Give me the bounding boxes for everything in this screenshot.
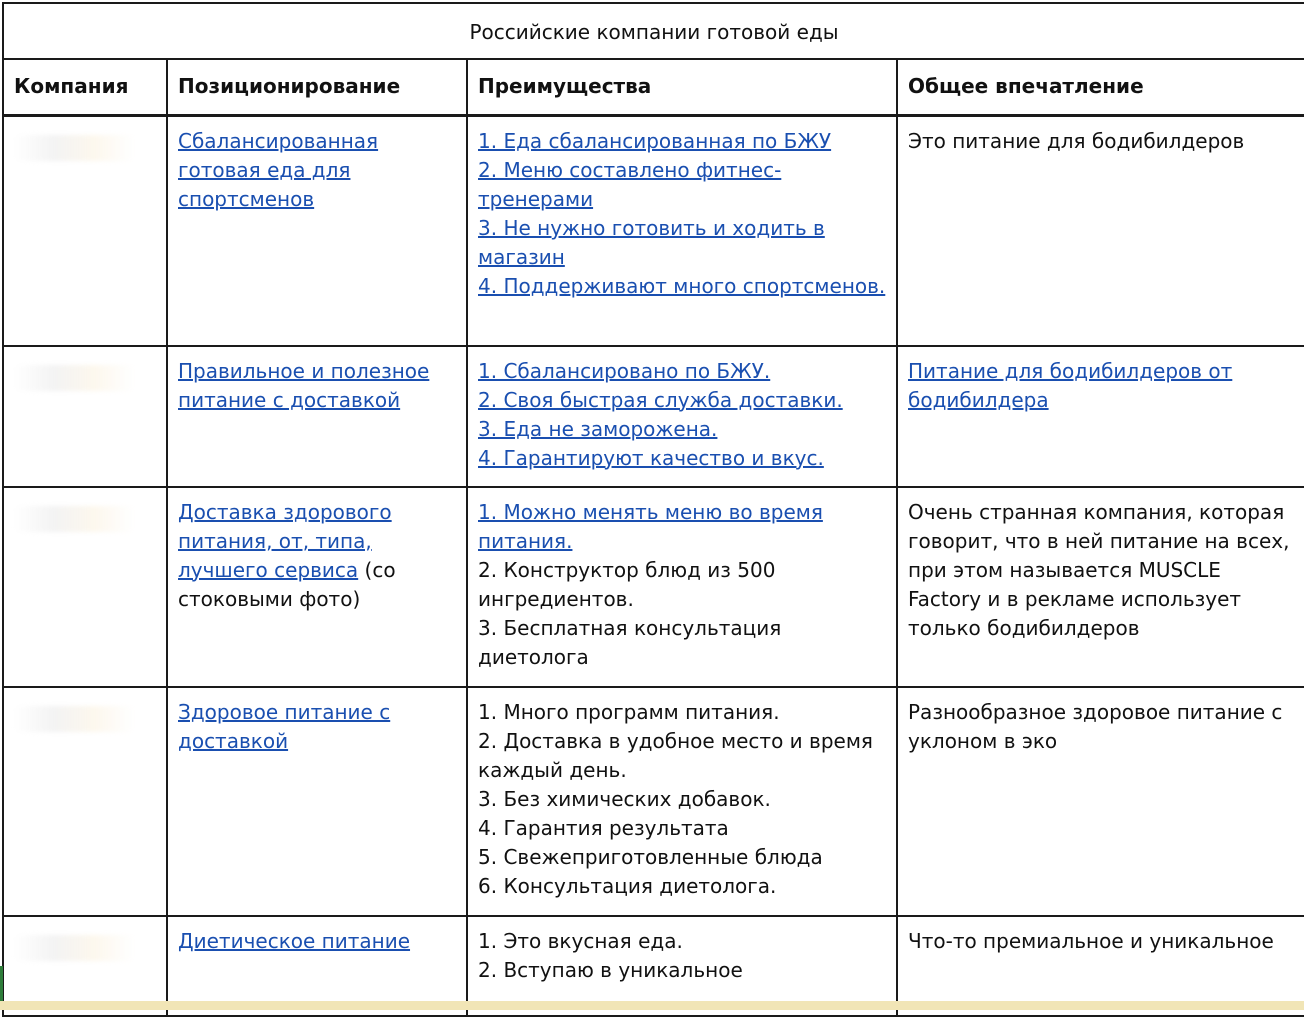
positioning-link[interactable]: Здоровое питание с доставкой [178,699,391,753]
advantage-link[interactable]: 3. Еда не заморожена. [478,416,718,441]
advantages-cell [467,487,897,687]
advantages-cell [467,116,897,346]
header-impression: Общее впечатление [897,59,1304,116]
advantage-link[interactable]: 1. Сбалансировано по БЖУ. [478,358,771,383]
header-company: Компания [3,59,167,116]
table-row [3,487,1304,687]
advantage-link[interactable]: 1. Еда сбалансированная по БЖУ [478,129,832,153]
advantage-text: 5. Свежеприготовленные блюда [478,844,823,869]
positioning-cell [167,487,467,687]
advantage-link[interactable]: 2. Своя быстрая служба доставки. [478,387,843,412]
advantage-text: 6. Консультация диетолога. [478,873,777,898]
advantage-link[interactable]: 2. Меню составлено фитнес-тренерами [478,158,782,211]
impression-cell: Очень странная компания, которая говорит, что в ней питание на всех, при этом называется MUSCLE Factory и в рекламе использует только бодибилдеров [897,487,1304,687]
positioning-link[interactable]: Правильное и полезное питание с доставкой [178,358,430,412]
company-logo [14,935,134,961]
impression-cell: Что-то премиальное и уникальное [897,916,1304,1016]
advantage-link[interactable]: 1. Можно менять меню во время питания. [478,499,823,553]
advantage-text: 3. Без химических добавок. [478,786,771,811]
advantage-link[interactable]: 4. Поддерживают много спортсменов. [478,274,886,298]
positioning-cell [167,346,467,487]
table-title: Российские компании готовой еды [3,3,1304,59]
positioning-link[interactable]: Диетическое питание [178,928,411,953]
company-logo [14,706,134,732]
positioning-note: (со стоковыми фото) [178,557,396,611]
advantages-cell [467,687,897,916]
positioning-link[interactable]: Доставка здорового питания, от, типа, лучшего сервиса [178,499,392,582]
company-logo-cell [3,116,167,346]
left-accent-bar [0,966,3,1002]
impression-cell: Разнообразное здоровое питание с уклоном в эко [897,687,1304,916]
positioning-cell [167,116,467,346]
company-logo [14,506,134,532]
impression-cell: Это питание для бодибилдеров [897,116,1304,346]
table-row [3,346,1304,487]
header-row [3,59,1304,116]
table-row [3,687,1304,916]
header-positioning: Позиционирование [167,59,467,116]
advantage-text: 4. Гарантия результата [478,815,729,840]
advantage-text: 2. Доставка в удобное место и время каждый день. [478,728,873,782]
advantage-link[interactable]: 4. Гарантируют качество и вкус. [478,445,824,470]
company-logo [14,135,134,161]
advantage-text: 2. Конструктор блюд из 500 ингредиентов. [478,557,776,611]
companies-table [2,2,1304,1017]
company-logo-cell [3,487,167,687]
advantage-text: 1. Много программ питания. [478,699,780,724]
positioning-cell [167,687,467,916]
company-logo-cell [3,346,167,487]
advantages-cell [467,346,897,487]
advantage-text: 3. Бесплатная консультация диетолога [478,615,782,669]
table-row [3,116,1304,346]
advantage-text: 2. Вступаю в уникальное [478,957,743,982]
positioning-link[interactable]: Сбалансированная готовая еда для спортсменов [178,129,379,211]
advantage-link[interactable]: 3. Не нужно готовить и ходить в магазин [478,216,825,269]
header-advantages: Преимущества [467,59,897,116]
impression-cell [897,346,1304,487]
company-logo-cell [3,687,167,916]
impression-link[interactable]: Питание для бодибилдеров от бодибилдера [908,358,1233,412]
company-logo [14,365,134,391]
advantage-text: 1. Это вкусная еда. [478,928,683,953]
bottom-strip [0,1001,1304,1010]
